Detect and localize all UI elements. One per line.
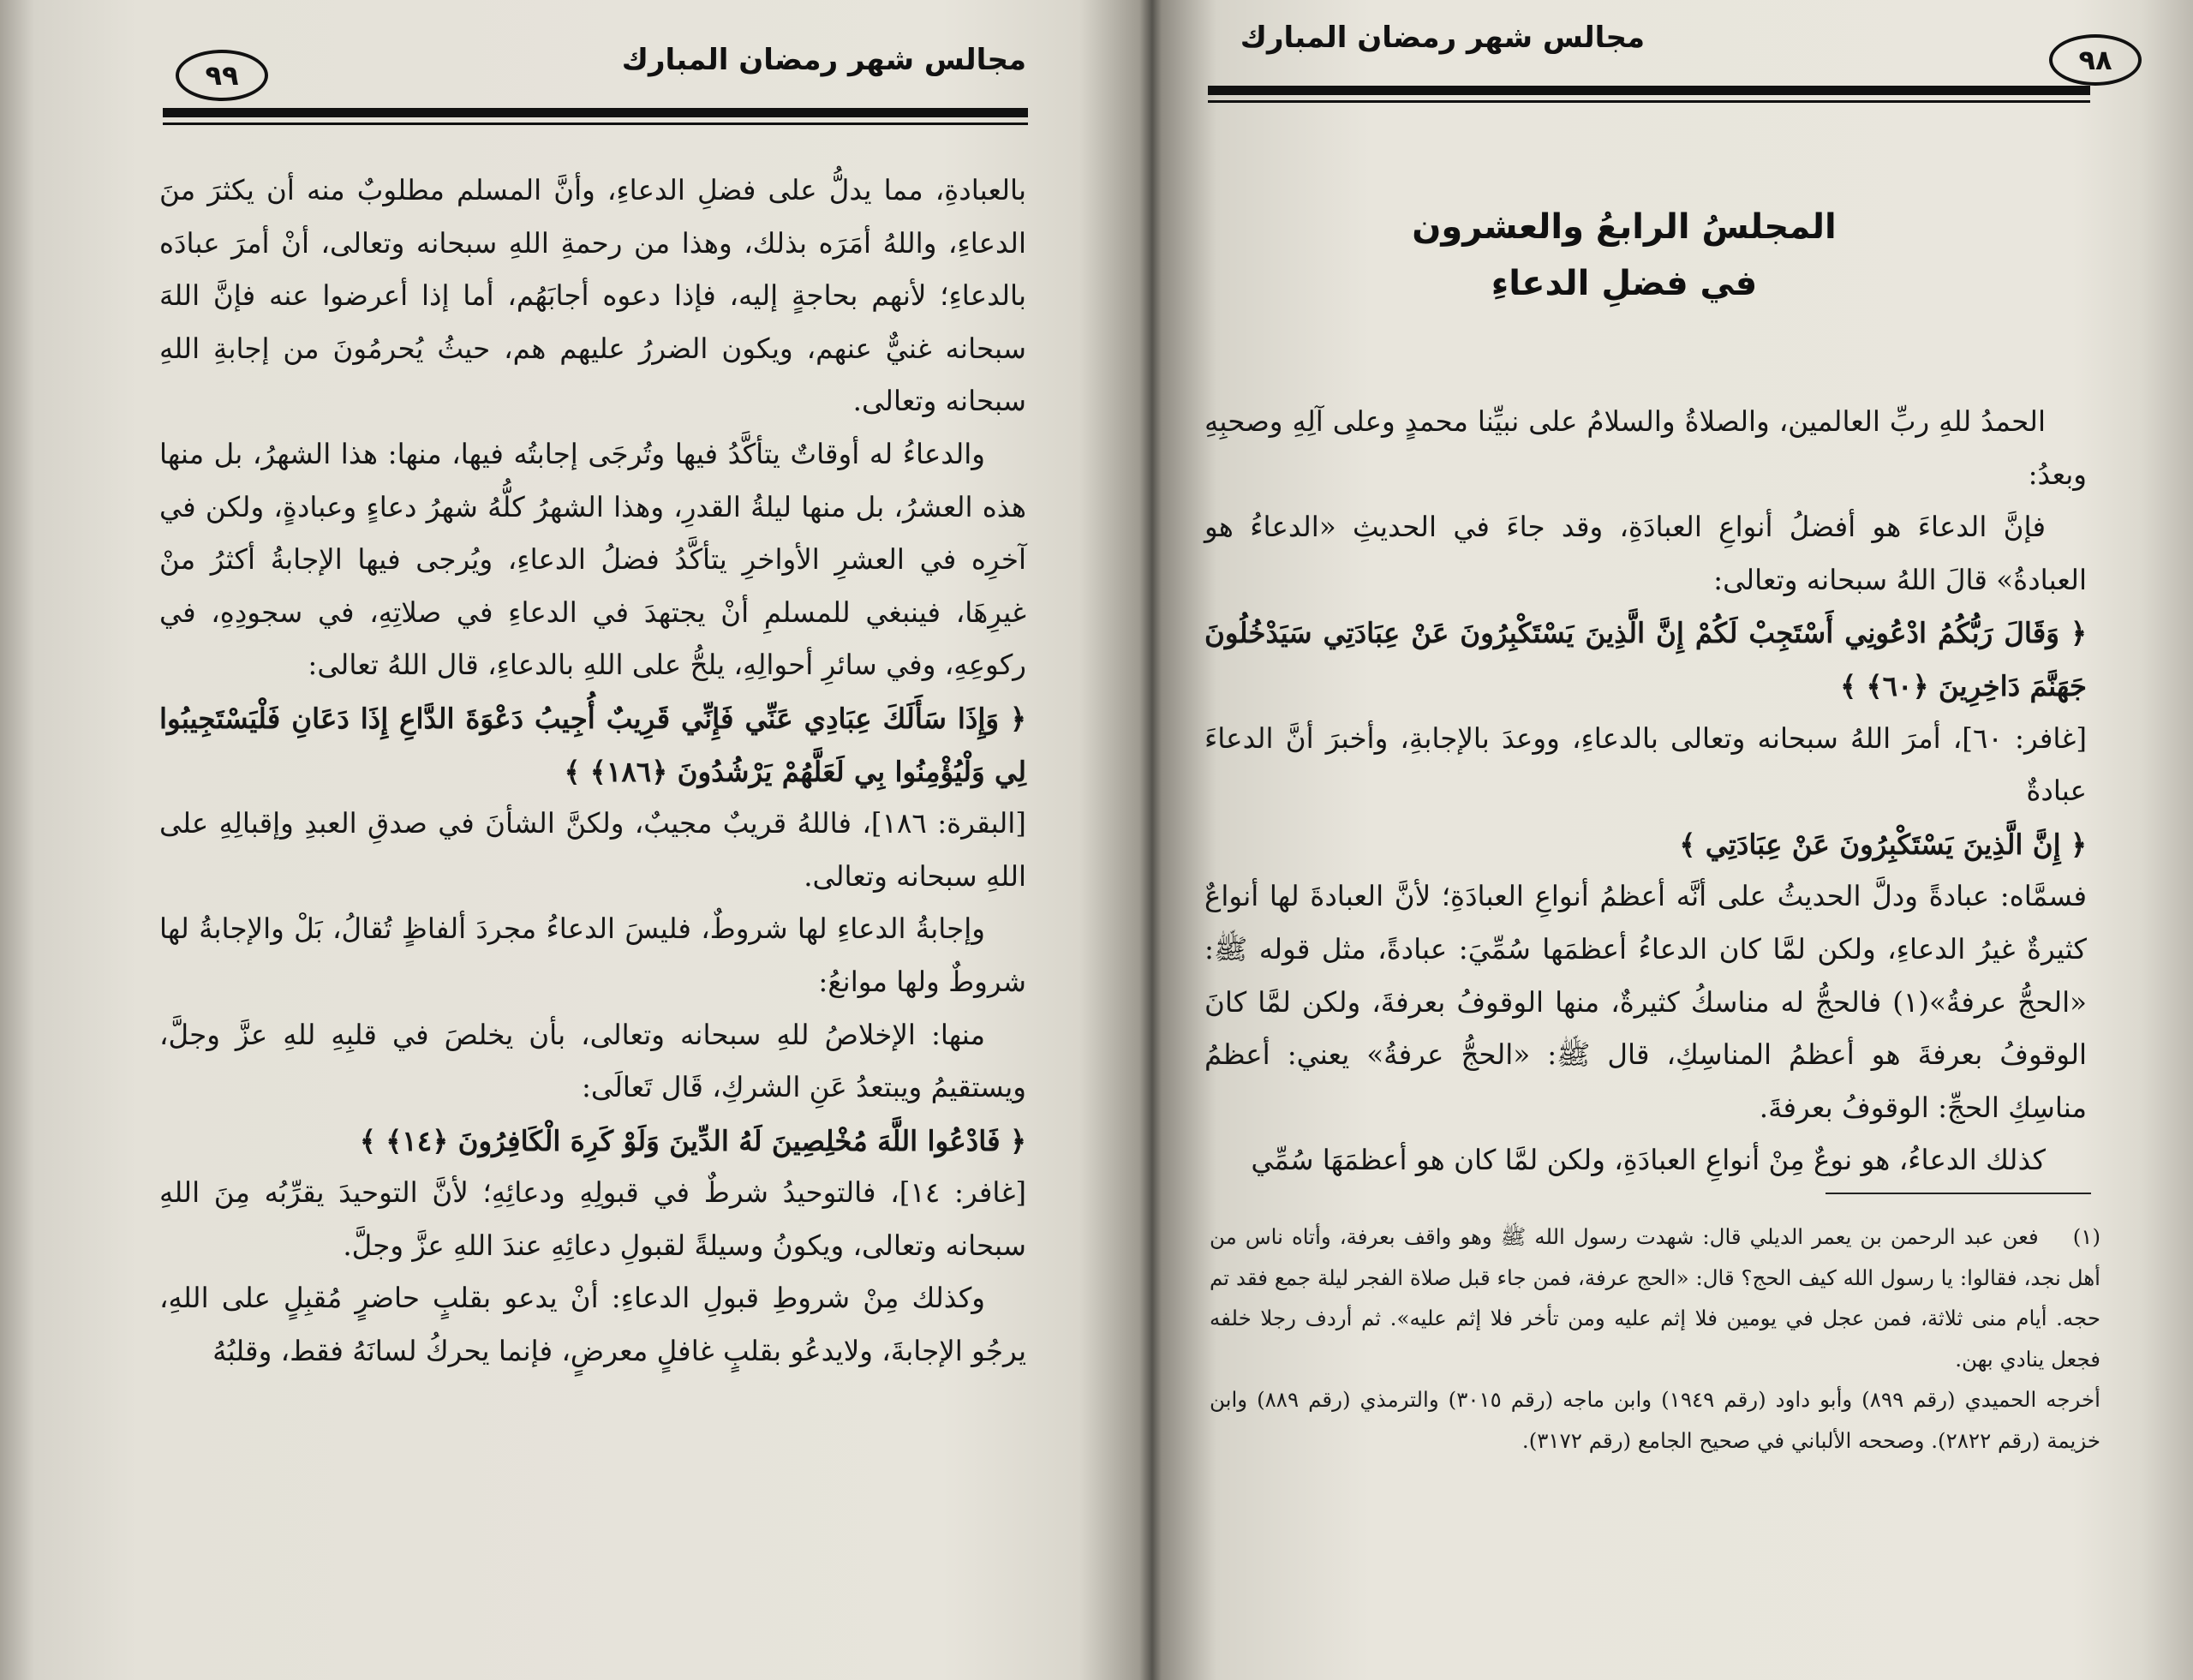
paragraph: فإنَّ الدعاءَ هو أفضلُ أنواعِ العبادَةِ، وقد جاءَ في الحديثِ «الدعاءُ هو العبادةُ» قالَ اللهُ سبحانه وتعالى: [1204,511,2087,596]
header-rule-thick [163,108,1028,117]
paragraph: كذلك الدعاءُ، هو نوعٌ مِنْ أنواعِ العبادَةِ، ولكن لمَّا كان هو أعظمَهَا سُمِّي [1251,1144,2046,1177]
quran-verse: ﴿ إِنَّ الَّذِينَ يَسْتَكْبِرُونَ عَنْ عِبَادَتِي ﴾ [1679,827,2087,861]
running-title: مجالس شهر رمضان المبارك [1240,21,1645,55]
chapter-heading: المجلسُ الرابعُ والعشرون [1412,207,1837,247]
header-rule-thin [163,123,1028,125]
footnote-text: فعن عبد الرحمن بن يعمر الديلي قال: شهدت رسول الله ﷺ وهو واقف بعرفة، وأتاه ناس من أهل نجد، فقالوا: يا رسول الله كيف الحج؟ قال: «الحج عرفة، فمن جاء قبل صلاة الفجر ليلة جمع فقد تم حجه. أيام منى ثلاثة، فمن عجل في يومين فلا إثم عليه ومن تأخر فلا إثم عليه». ثم أردف رجلا خلفه فجعل ينادي بهن. [1210,1224,2100,1372]
paragraph: [غافر: ٦٠]، أمرَ اللهُ سبحانه وتعالى بالدعاءِ، ووعدَ بالإجابةِ، وأخبرَ أنَّ الدعاءَ عبادةٌ [1204,721,2088,808]
chapter-title [1324,199,1924,312]
quran-verse: ﴿ وَإِذَا سَأَلَكَ عِبَادِي عَنِّي فَإِنِّي قَرِيبٌ أُجِيبُ دَعْوَةَ الدَّاعِ إِذَا دَعَانِ فَلْيَسْتَجِيبُوا لِي وَلْيُؤْمِنُوا بِي لَعَلَّهُمْ يَرْشُدُونَ ﴿١٨٦﴾ ﴾ [159,701,1026,788]
quran-verse: ﴿ فَادْعُوا اللَّهَ مُخْلِصِينَ لَهُ الدِّينَ وَلَوْ كَرِهَ الْكَافِرُونَ ﴿١٤﴾ ﴾ [359,1123,1026,1157]
running-title: مجالس شهر رمضان المبارك [621,43,1026,77]
footnote-source: أخرجه الحميدي (رقم ٨٩٩) وأبو داود (رقم ١٩٤٩) وابن ماجه (رقم ٣٠١٥) والترمذي (رقم ٨٨٩) وابن خزيمة (رقم ٢٨٢٢). وصححه الألباني في صحيح الجامع (رقم ٣١٧٢). [1210,1387,2100,1453]
paragraph: [البقرة: ١٨٦]، فاللهُ قريبٌ مجيبٌ، ولكنَّ الشأنَ في صدقِ العبدِ وإقبالِهِ على اللهِ سبحانه وتعالى. [159,807,1026,893]
page-number: ٩٩ [176,50,268,101]
footnote-number: (١) [2072,1224,2100,1249]
footnote-separator [1826,1193,2091,1194]
paragraph: بالعبادةِ، مما يدلُّ على فضلِ الدعاءِ، وأنَّ المسلم مطلوبٌ منه أن يكثرَ منَ الدعاءِ، واللهُ أمَرَه بذلك، وهذا من رحمةِ اللهِ سبحانه وتعالى، أنْ أمرَ عبادَه بالدعاءِ؛ لأنهم بحاجةٍ إليه، فإذا دعوه أجابَهُم، أما إذا أعرضوا عنه فإنَّ اللهَ سبحانه غنيٌّ عنهم، ويكون الضررُ عليهم هم، حيثُ يُحرمُونَ من إجابةِ اللهِ سبحانه وتعالى. [159,174,1026,418]
paragraph: [غافر: ١٤]، فالتوحيدُ شرطٌ في قبولِهِ ودعائِهِ؛ لأنَّ التوحيدَ يقرِّبُه مِنَ اللهِ سبحانه وتعالى، ويكونُ وسيلةً لقبولِ دعائِهِ عندَ اللهِ عزَّ وجلَّ. [159,1176,1026,1262]
paragraph: وكذلك مِنْ شروطِ قبولِ الدعاءِ: أنْ يدعو بقلبٍ حاضرٍ مُقبِلٍ على اللهِ، يرجُو الإجابةَ، ولايدعُو بقلبٍ غافلٍ معرضٍ، فإنما يحركُ لسانَهُ فقط، وقلبُهُ [159,1282,1026,1368]
header-rule-thin [1208,100,2090,103]
left-page-header [0,0,1139,137]
footnote [1210,1217,2100,1379]
chapter-subheading: في فضلِ الدعاءِ [1491,264,1758,303]
paragraph: فسمَّاه: عبادةً ودلَّ الحديثُ على أنَّه أعظمُ أنواعِ العبادَةِ؛ لأنَّ العبادةَ لها أنواعٌ كثيرةٌ غيرُ الدعاءِ، ولكن لمَّا كان الدعاءُ أعظمَها سُمِّيَ: عبادةً، مثل قوله ﷺ: «الحجُّ عرفةُ»(١) فالحجُّ له مناسكُ كثيرةٌ، منها الوقوفُ بعرفةَ، ولكن لمَّا كانَ الوقوفُ بعرفةَ هو أعظمُ المناسِكِ، قال ﷺ: «الحجُّ عرفةُ» يعني: أعظمُ مناسِكِ الحجِّ: الوقوفُ بعرفةَ. [1204,880,2088,1124]
left-page-body [159,164,1026,1378]
right-page-body [1204,396,2087,1187]
right-page-header [1162,0,2193,137]
right-page [1162,0,2193,1680]
paragraph: الحمدُ للهِ ربِّ العالمين، والصلاةُ والسلامُ على نبيِّنا محمدٍ وعلى آلِهِ وصحبِهِ وبعدُ: [1204,405,2087,491]
paragraph: والدعاءُ له أوقاتٌ يتأكَّدُ فيها وتُرجَى إجابتُه فيها، منها: هذا الشهرُ، بل منها هذه العشرُ، بل منها ليلةُ القدرِ، وهذا الشهرُ كلُّهُ شهرُ دعاءٍ وعبادةٍ، ولكن في آخرِه في العشرِ الأواخرِ يتأكَّدُ فضلُ الدعاءِ، ويُرجى فيها الإجابةُ أكثرُ منْ غيرِهَا، فينبغي للمسلمِ أنْ يجتهدَ في الدعاءِ في صلاتِهِ، في سجودِهِ، في ركوعِهِ، وفي سائرِ أحوالِهِ، يلحُّ على اللهِ بالدعاءِ، قال اللهُ تعالى: [159,437,1026,682]
quran-verse: ﴿ وَقَالَ رَبُّكُمُ ادْعُونِي أَسْتَجِبْ لَكُمْ إِنَّ الَّذِينَ يَسْتَكْبِرُونَ عَنْ عِبَادَتِي سَيَدْخُلُونَ جَهَنَّمَ دَاخِرِينَ ﴿٦٠﴾ ﴾ [1204,616,2087,702]
footnotes [1210,1217,2100,1461]
paragraph: منها: الإخلاصُ للهِ سبحانه وتعالى، بأن يخلصَ في قلبِهِ للهِ عزَّ وجلَّ، ويستقيمُ ويبتعدُ عَنِ الشركِ، قَال تَعالَى: [159,1018,1026,1104]
page-number: ٩٨ [2049,34,2142,86]
header-rule-thick [1208,86,2090,95]
paragraph: وإجابةُ الدعاءِ لها شروطٌ، فليسَ الدعاءُ مجردَ ألفاظٍ تُقالُ، بَلْ والإجابةُ لها شروطٌ ولها موانعُ: [159,912,1026,998]
